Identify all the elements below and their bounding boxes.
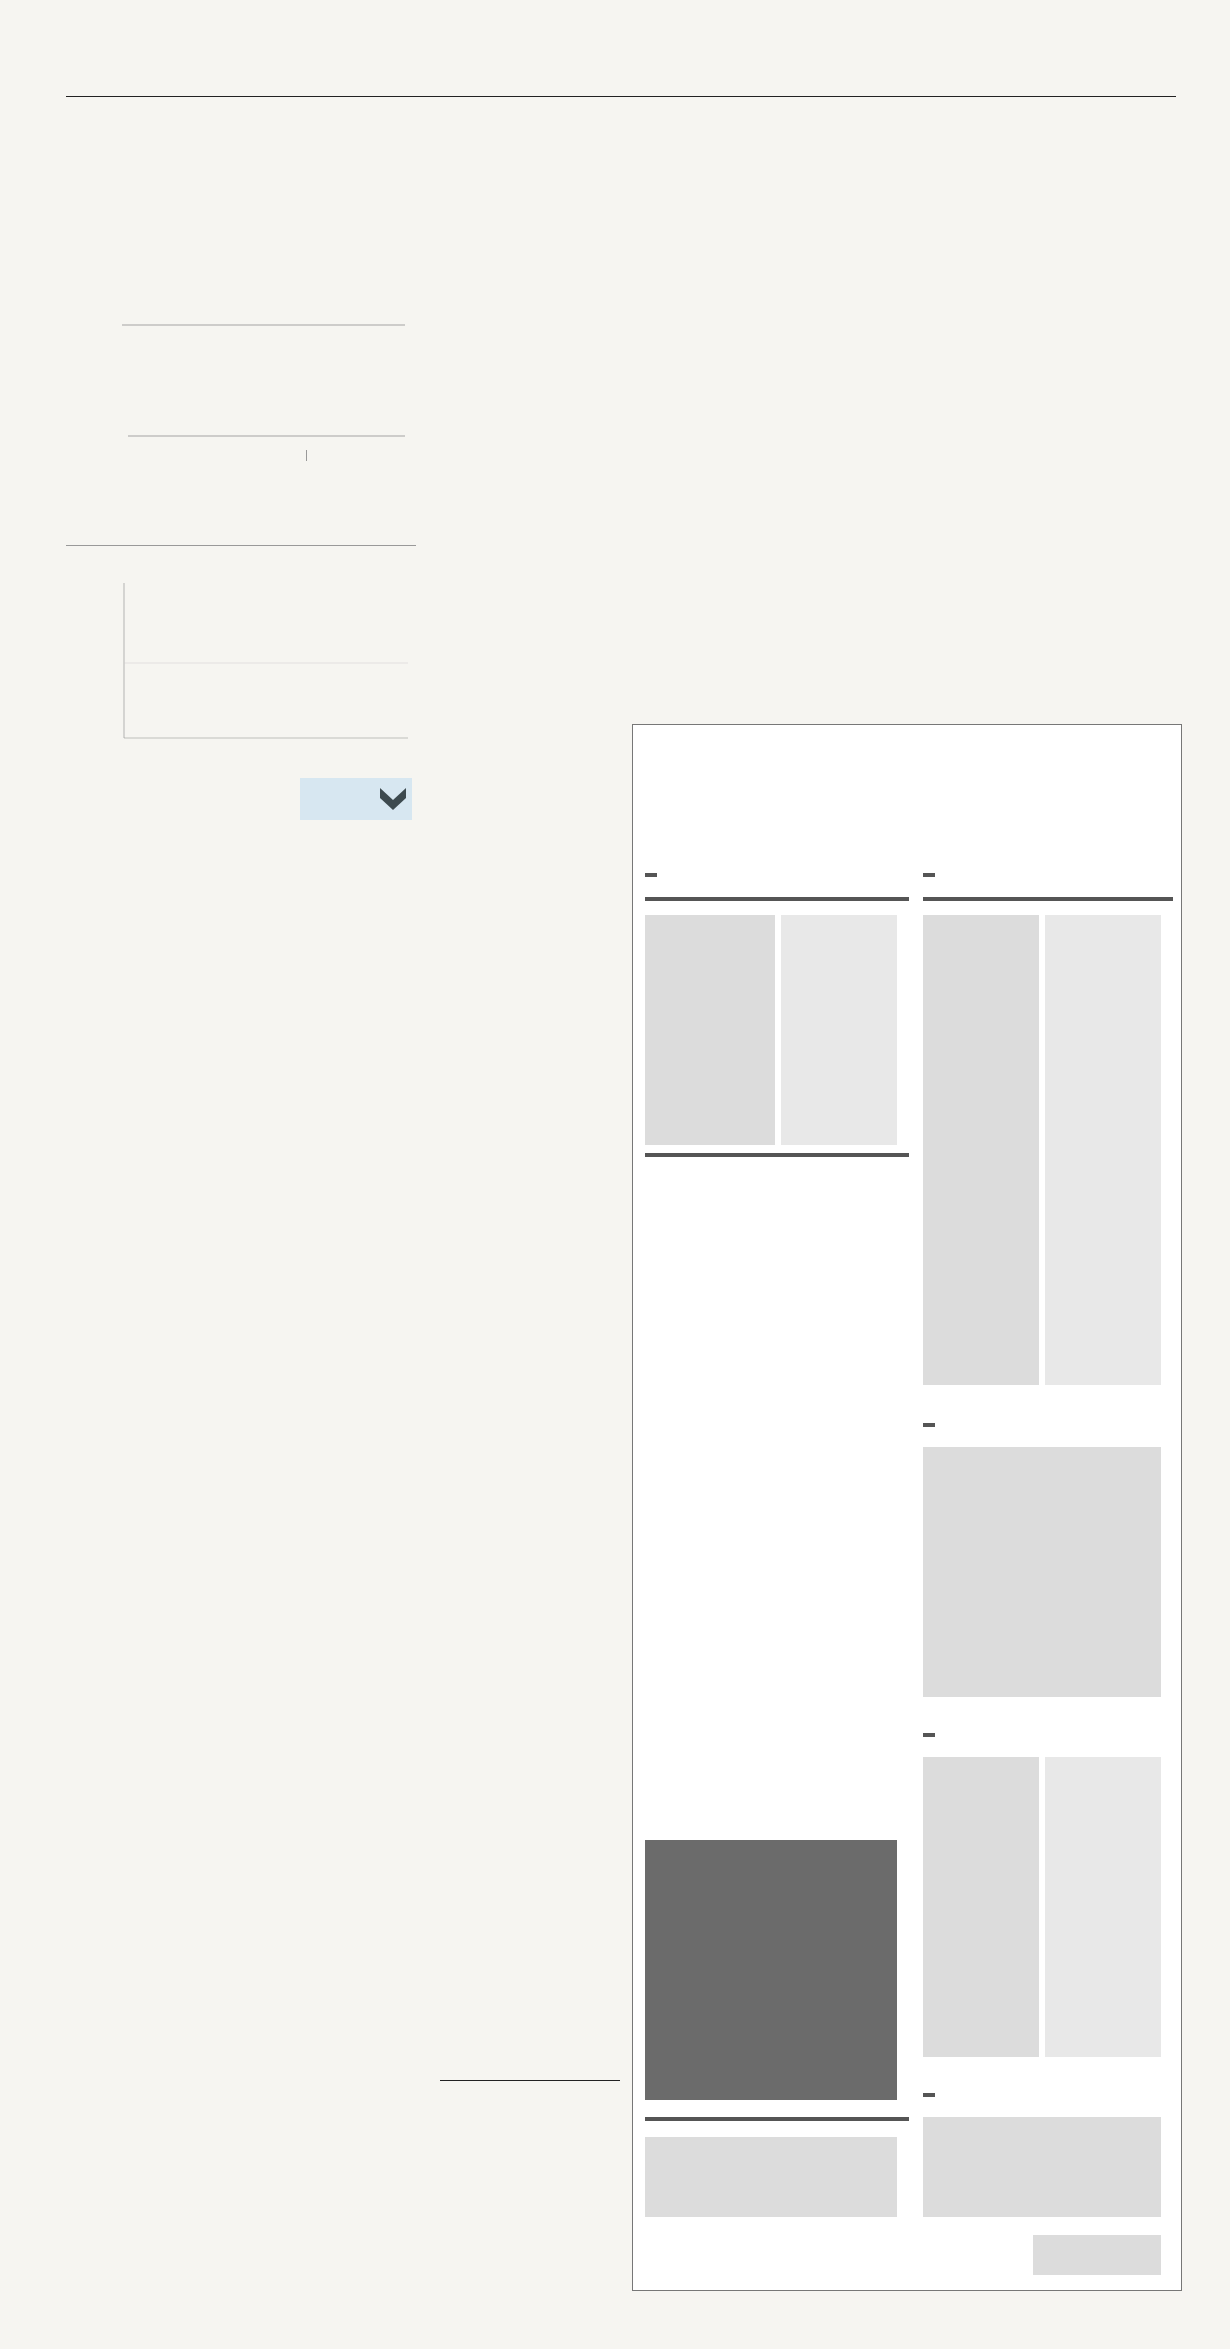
ad-plan5-block <box>923 2117 1161 2217</box>
ad-services-block <box>923 915 1039 1385</box>
colcap-chart <box>66 578 416 748</box>
famisanar-advertisement <box>632 724 1182 2291</box>
volume-stat-date <box>307 450 411 461</box>
ad-badge-corporativo <box>923 1733 935 1737</box>
ad-plan3-block <box>923 1447 1161 1697</box>
ad-services-header <box>923 897 1173 901</box>
masthead-rule <box>66 96 1176 97</box>
article-columns-top <box>440 512 1180 724</box>
ad-services-block <box>645 915 775 1145</box>
ad-badge-famimas <box>923 1423 935 1427</box>
ad-exclusions-header <box>645 1153 909 1157</box>
ad-contact-block <box>1033 2235 1161 2275</box>
trm-chart <box>80 205 410 340</box>
ad-rates-table <box>645 1840 897 2100</box>
ad-plan4-block <box>923 1757 1039 2057</box>
ad-services-block <box>781 915 897 1145</box>
ad-badge-tcuida <box>923 2093 935 2097</box>
ad-tarifas-block <box>645 2137 897 2217</box>
article-column-left <box>440 724 620 1974</box>
ad-tarifas-header <box>645 2117 909 2121</box>
divider <box>66 545 416 546</box>
down-chevron-icon <box>378 784 408 814</box>
volume-chart <box>80 370 410 442</box>
real-estate-notice <box>440 2080 620 2281</box>
ad-services-header <box>645 897 909 901</box>
colcap-variation-box <box>300 778 412 820</box>
ad-services-block <box>1045 915 1161 1385</box>
ad-badge-preferencial <box>923 873 935 877</box>
ad-badge-elite <box>645 873 657 877</box>
ad-plan4-block <box>1045 1757 1161 2057</box>
